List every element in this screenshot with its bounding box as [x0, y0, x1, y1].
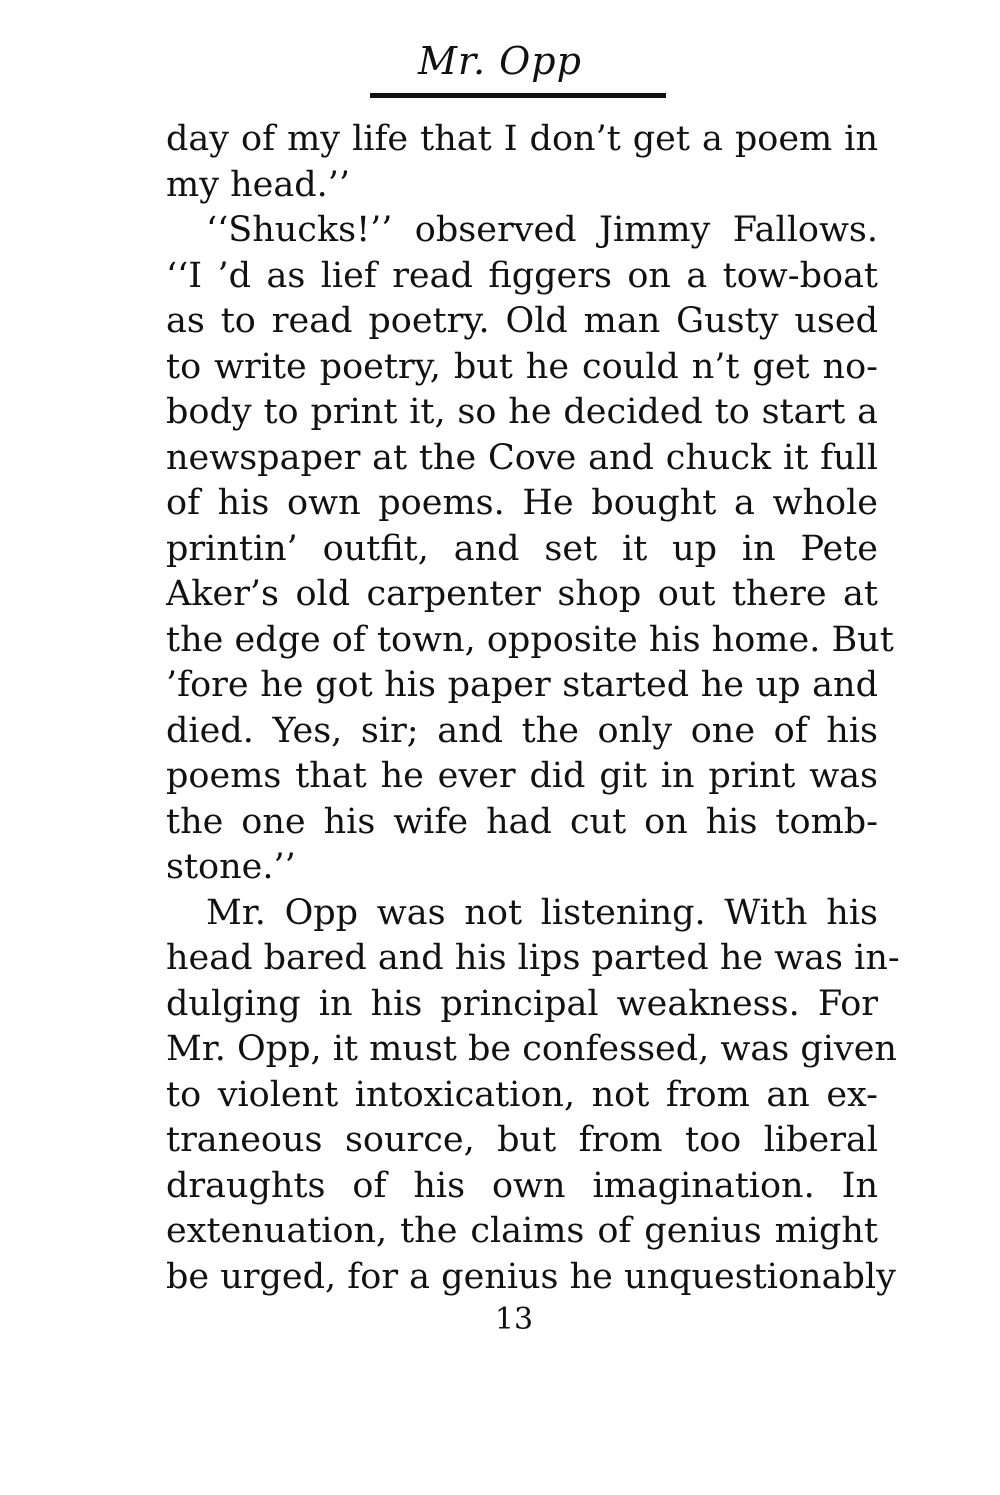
- page-number: 13: [494, 1302, 534, 1337]
- text-line: newspaper at the Cove and chuck it full: [166, 437, 878, 478]
- text-line: body to print it, so he decided to start a: [166, 392, 878, 432]
- text-line: dulging in his principal weakness. For: [166, 983, 878, 1024]
- text-line: the one his wife had cut on his tomb-: [166, 801, 878, 842]
- text-line: Mr. Opp, it must be confessed, was given: [166, 1029, 897, 1069]
- text-line: ‘‘I ’d as lief read figgers on a tow-boat: [166, 255, 878, 296]
- text-line: the edge of town, opposite his home. But: [166, 619, 894, 660]
- running-head: Mr. Opp: [418, 39, 582, 83]
- text-line: draughts of his own imagination. In: [166, 1165, 878, 1206]
- header-rule: [370, 93, 666, 98]
- text-line: stone.’’: [166, 847, 296, 887]
- text-line: day of my life that I don’t get a poem in: [166, 119, 878, 159]
- text-line: of his own poems. He bought a whole: [166, 483, 878, 523]
- text-line: as to read poetry. Old man Gusty used: [166, 301, 878, 341]
- text-line: extenuation, the claims of genius might: [166, 1211, 878, 1251]
- text-line: Aker’s old carpenter shop out there at: [166, 574, 878, 614]
- text-line: Mr. Opp was not listening. With his: [206, 892, 878, 933]
- body-text: [166, 117, 900, 1300]
- text-line: to write poetry, but he could n’t get no-: [166, 346, 878, 387]
- text-line: traneous source, but from too liberal: [166, 1120, 878, 1160]
- text-line: to violent intoxication, not from an ex-: [166, 1074, 878, 1115]
- text-line: poems that he ever did git in print was: [166, 756, 878, 796]
- text-line: printin’ outfit, and set it up in Pete: [166, 528, 878, 569]
- text-line: be urged, for a genius he unquestionably: [166, 1256, 896, 1297]
- text-line: head bared and his lips parted he was in-: [166, 938, 900, 978]
- text-line: my head.’’: [166, 164, 350, 205]
- text-line: ’fore he got his paper started he up and: [166, 665, 878, 705]
- text-line: died. Yes, sir; and the only one of his: [166, 710, 878, 751]
- text-line: ‘‘Shucks!’’ observed Jimmy Fallows.: [206, 210, 878, 250]
